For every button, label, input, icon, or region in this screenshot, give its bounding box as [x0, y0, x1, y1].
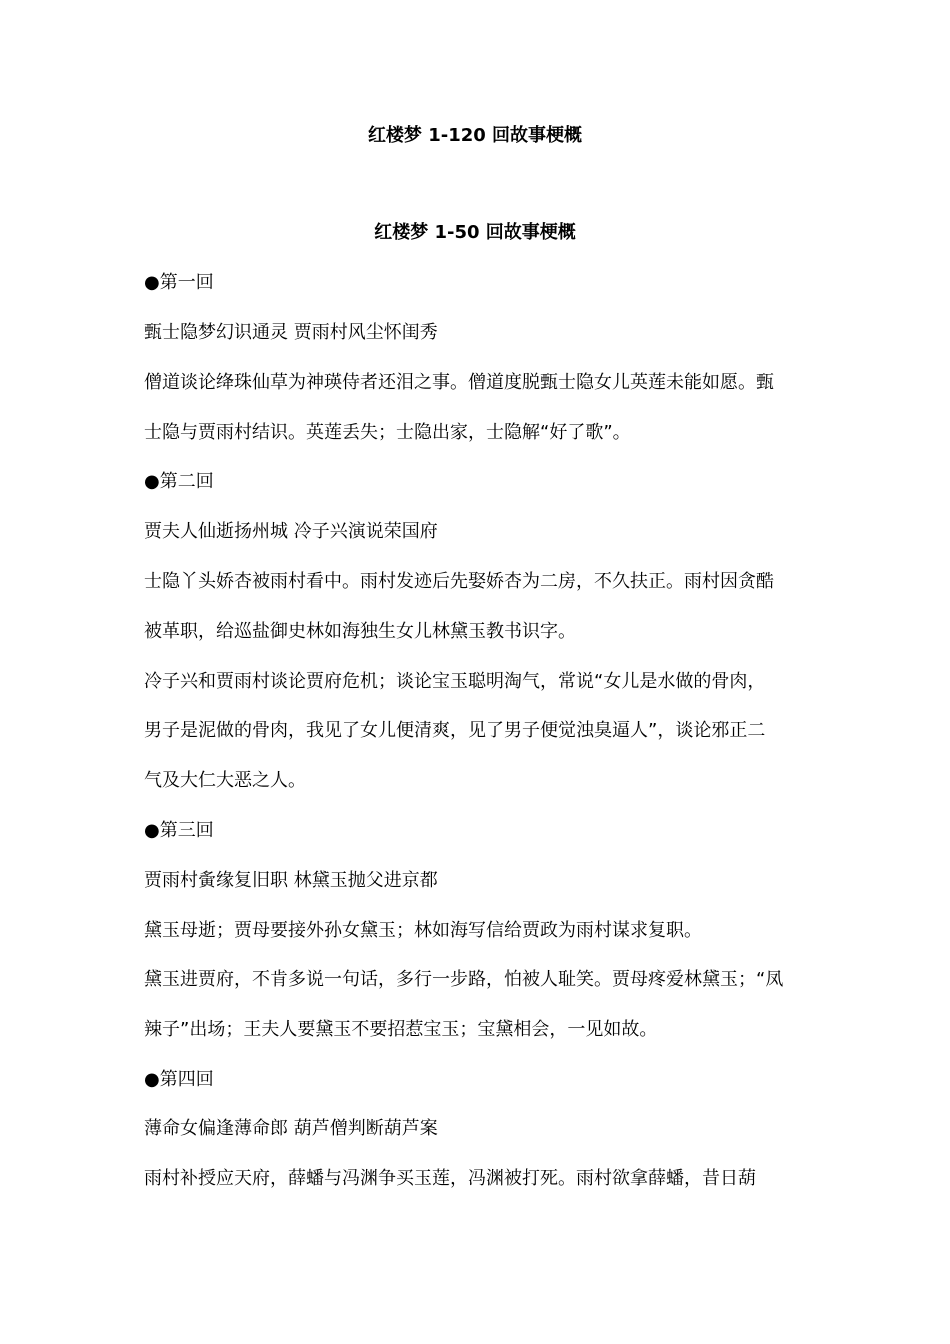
- body-line: 冷子兴和贾雨村谈论贾府危机；谈论宝玉聪明淘气，常说“女儿是水做的骨肉，: [144, 671, 766, 692]
- body-line: 气及大仁大恶之人。: [144, 770, 306, 791]
- body-line: 被革职，给巡盐御史林如海独生女儿林黛玉教书识字。: [144, 621, 576, 642]
- chapter-heading: ●第二回: [144, 471, 214, 492]
- body-line: 士隐与贾雨村结识。英莲丢失；士隐出家，士隐解“好了歌”。: [144, 422, 631, 443]
- section-title: 红楼梦 1-50 回故事梗概: [374, 222, 576, 243]
- body-line: 僧道谈论绛珠仙草为神瑛侍者还泪之事。僧道度脱甄士隐女儿英莲未能如愿。甄: [144, 372, 774, 393]
- chapter-title: 薄命女偏逢薄命郎 葫芦僧判断葫芦案: [144, 1118, 438, 1139]
- chapter-title: 贾夫人仙逝扬州城 冷子兴演说荣国府: [144, 521, 438, 542]
- body-line: 黛玉进贾府，不肯多说一句话，多行一步路，怕被人耻笑。贾母疼爱林黛玉；“凤: [144, 969, 784, 990]
- body-line: 黛玉母逝；贾母要接外孙女黛玉；林如海写信给贾政为雨村谋求复职。: [144, 920, 702, 941]
- body-line: 男子是泥做的骨肉，我见了女儿便清爽，见了男子便觉浊臭逼人”，谈论邪正二: [144, 720, 766, 741]
- body-line: 雨村补授应天府，薛蟠与冯渊争买玉莲，冯渊被打死。雨村欲拿薛蟠，昔日葫: [144, 1168, 756, 1189]
- chapter-title: 贾雨村夤缘复旧职 林黛玉抛父进京都: [144, 870, 438, 891]
- body-line: 辣子”出场；王夫人要黛玉不要招惹宝玉；宝黛相会，一见如故。: [144, 1019, 658, 1040]
- chapter-heading: ●第一回: [144, 272, 214, 293]
- chapter-heading: ●第四回: [144, 1069, 214, 1090]
- chapter-heading: ●第三回: [144, 820, 214, 841]
- body-line: 士隐丫头娇杏被雨村看中。雨村发迹后先娶娇杏为二房，不久扶正。雨村因贪酷: [144, 571, 774, 592]
- main-title: 红楼梦 1-120 回故事梗概: [367, 125, 583, 146]
- chapter-title: 甄士隐梦幻识通灵 贾雨村风尘怀闺秀: [144, 322, 438, 343]
